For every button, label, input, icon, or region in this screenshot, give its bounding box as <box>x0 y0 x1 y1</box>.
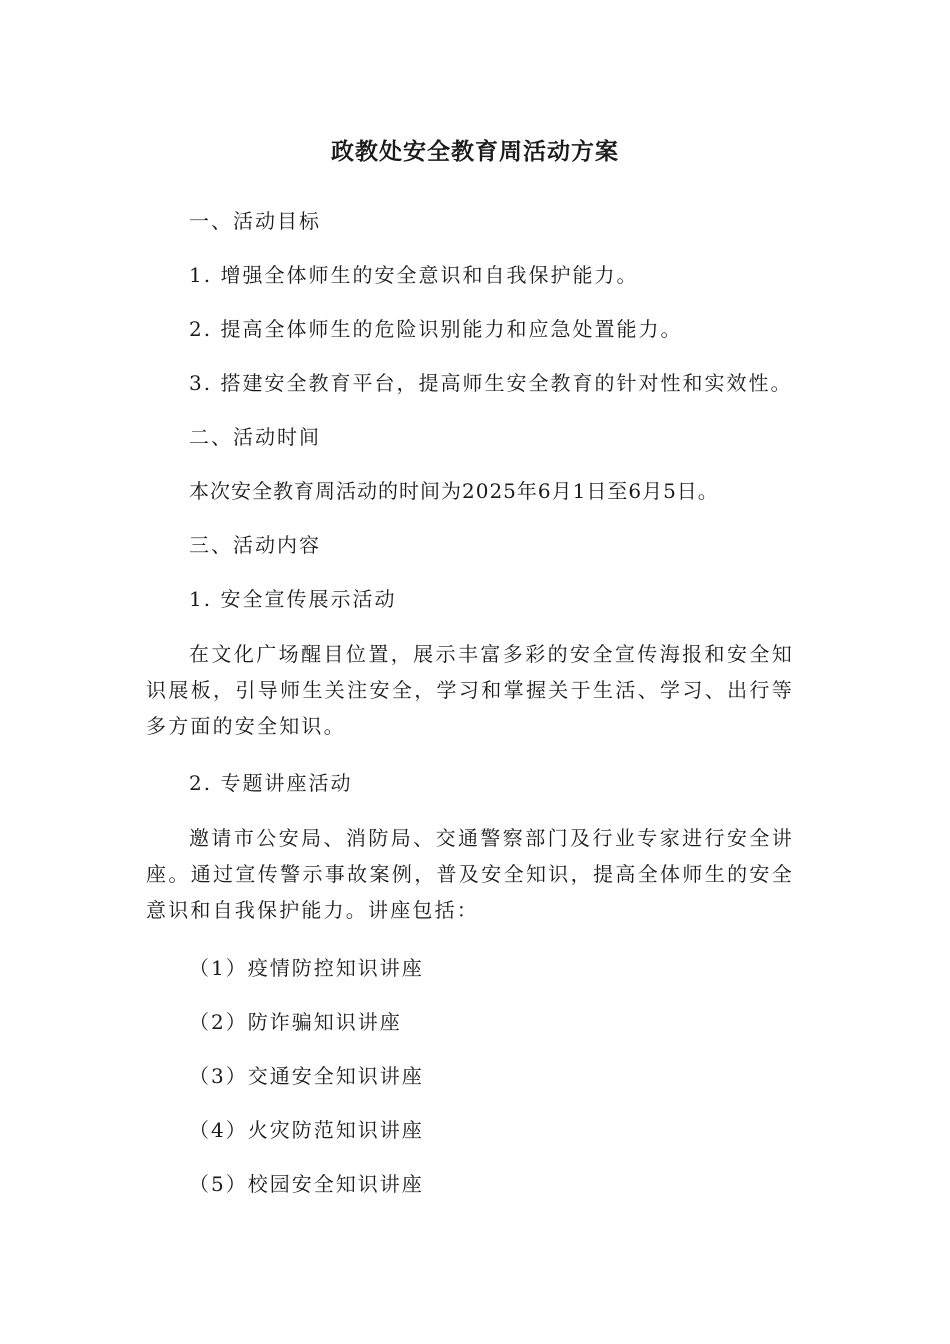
lecture-item-3: （3）交通安全知识讲座 <box>189 1064 424 1088</box>
lecture-item-2: （2）防诈骗知识讲座 <box>189 1010 402 1034</box>
section-heading-time: 二、活动时间 <box>189 425 321 449</box>
lecture-item-4: （4）火灾防范知识讲座 <box>189 1118 424 1142</box>
sub-heading-exhibition: 1. 安全宣传展示活动 <box>189 587 397 611</box>
section-heading-goals: 一、活动目标 <box>189 209 321 233</box>
section-heading-content: 三、活动内容 <box>189 533 321 557</box>
sub-heading-lectures: 2. 专题讲座活动 <box>189 771 353 795</box>
lectures-paragraph: 邀请市公安局、消防局、交通警察部门及行业专家进行安全讲座。通过宣传警示事故案例，普及安全知识，提高全体师生的安全意识和自我保护能力。讲座包括： <box>146 826 794 922</box>
goal-item-2: 2. 提高全体师生的危险识别能力和应急处置能力。 <box>189 317 683 341</box>
document-title: 政教处安全教育周活动方案 <box>331 139 619 165</box>
lecture-item-1: （1）疫情防控知识讲座 <box>189 956 424 980</box>
goal-item-3: 3. 搭建安全教育平台，提高师生安全教育的针对性和实效性。 <box>189 371 793 395</box>
goal-item-1: 1. 增强全体师生的安全意识和自我保护能力。 <box>189 263 639 287</box>
lecture-item-5: （5）校园安全知识讲座 <box>189 1172 424 1196</box>
activity-time-text: 本次安全教育周活动的时间为2025年6月1日至6月5日。 <box>189 479 719 503</box>
exhibition-paragraph: 在文化广场醒目位置，展示丰富多彩的安全宣传海报和安全知识展板，引导师生关注安全，学习和掌握关于生活、学习、出行等多方面的安全知识。 <box>146 642 794 738</box>
